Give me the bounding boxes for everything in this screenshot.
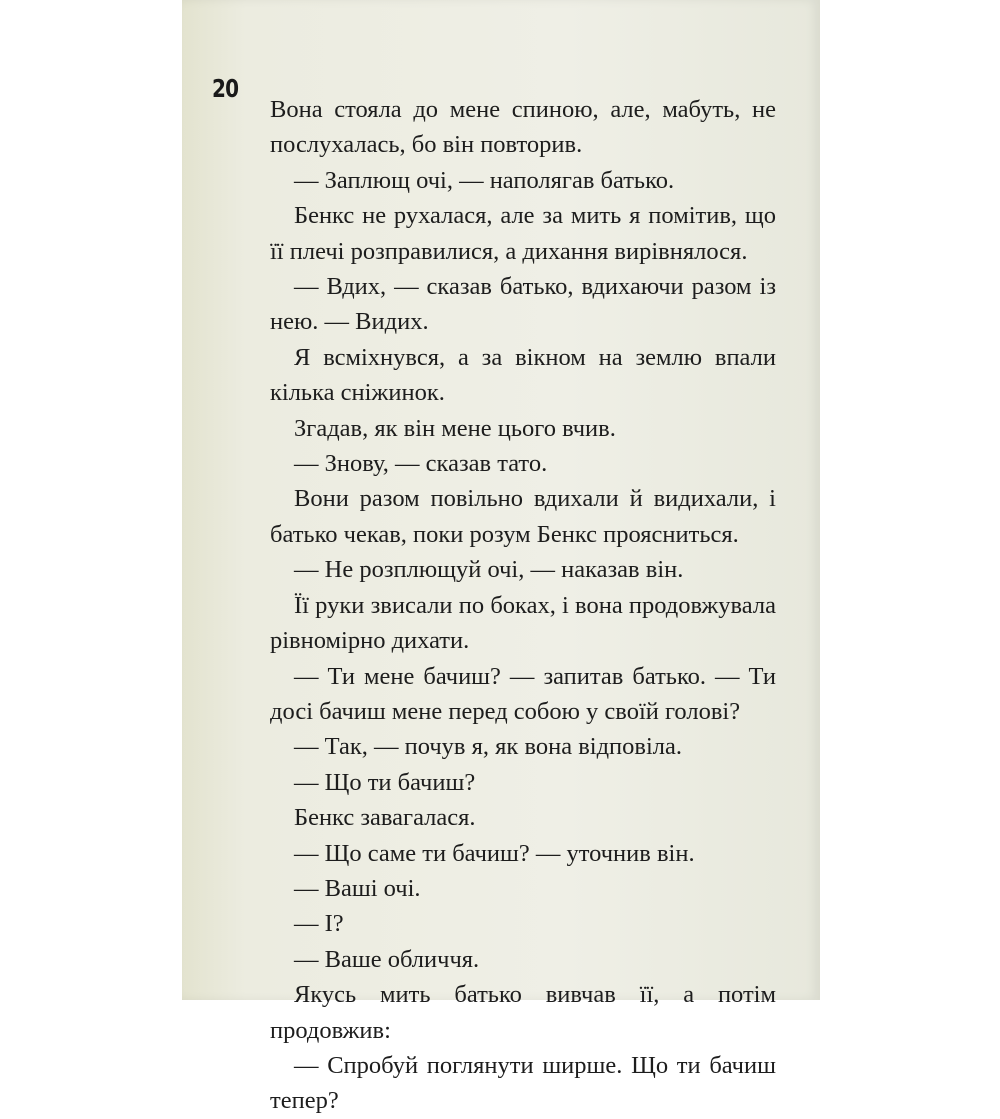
- paragraph: Я всміхнувся, а за вікном на землю впали кілька сніжинок.: [270, 343, 776, 407]
- paragraph: Вони разом повільно вдихали й видихали, і батько чекав, поки розум Бенкс проясниться.: [270, 485, 776, 548]
- page-number: 20: [212, 74, 239, 103]
- paragraph: — І?: [294, 910, 344, 938]
- paragraph: Бенкс завагалася.: [294, 804, 476, 832]
- paragraph: — Що саме ти бачиш? — уточнив він.: [294, 839, 695, 867]
- paragraph: — Ти мене бачиш? — запитав батько. — Ти досі бачиш мене перед собою у своїй голові?: [270, 662, 776, 725]
- paragraph: — Заплющ очі, — наполягав батько.: [294, 166, 675, 194]
- paragraph: Її руки звисали по боках, і вона продовжувала рівномірно дихати.: [270, 591, 776, 655]
- paragraph: — Спробуй поглянути ширше. Що ти бачиш тепер?: [270, 1051, 776, 1115]
- paragraph: Вона стояла до мене спиною, але, мабуть, не послухалась, бо він повторив.: [270, 96, 776, 159]
- paragraph: — Так, — почув я, як вона відповіла.: [294, 733, 683, 761]
- body-text: [270, 92, 776, 1119]
- paragraph: Бенкс не рухалася, але за мить я помітив, що її плечі розправилися, а дихання вирівнялося.: [270, 202, 776, 265]
- paragraph: — Не розплющуй очі, — наказав він.: [294, 556, 684, 584]
- paragraph: — Ваше обличчя.: [294, 945, 480, 973]
- paragraph: Якусь мить батько вивчав її, а потім продовжив:: [270, 981, 776, 1044]
- paragraph: — Що ти бачиш?: [294, 768, 476, 796]
- paragraph: — Ваші очі.: [294, 874, 421, 902]
- paragraph: Згадав, як він мене цього вчив.: [294, 414, 616, 442]
- paragraph: — Вдих, — сказав батько, вдихаючи разом із нею. — Видих.: [270, 273, 776, 336]
- paragraph: — Знову, — сказав тато.: [294, 450, 548, 478]
